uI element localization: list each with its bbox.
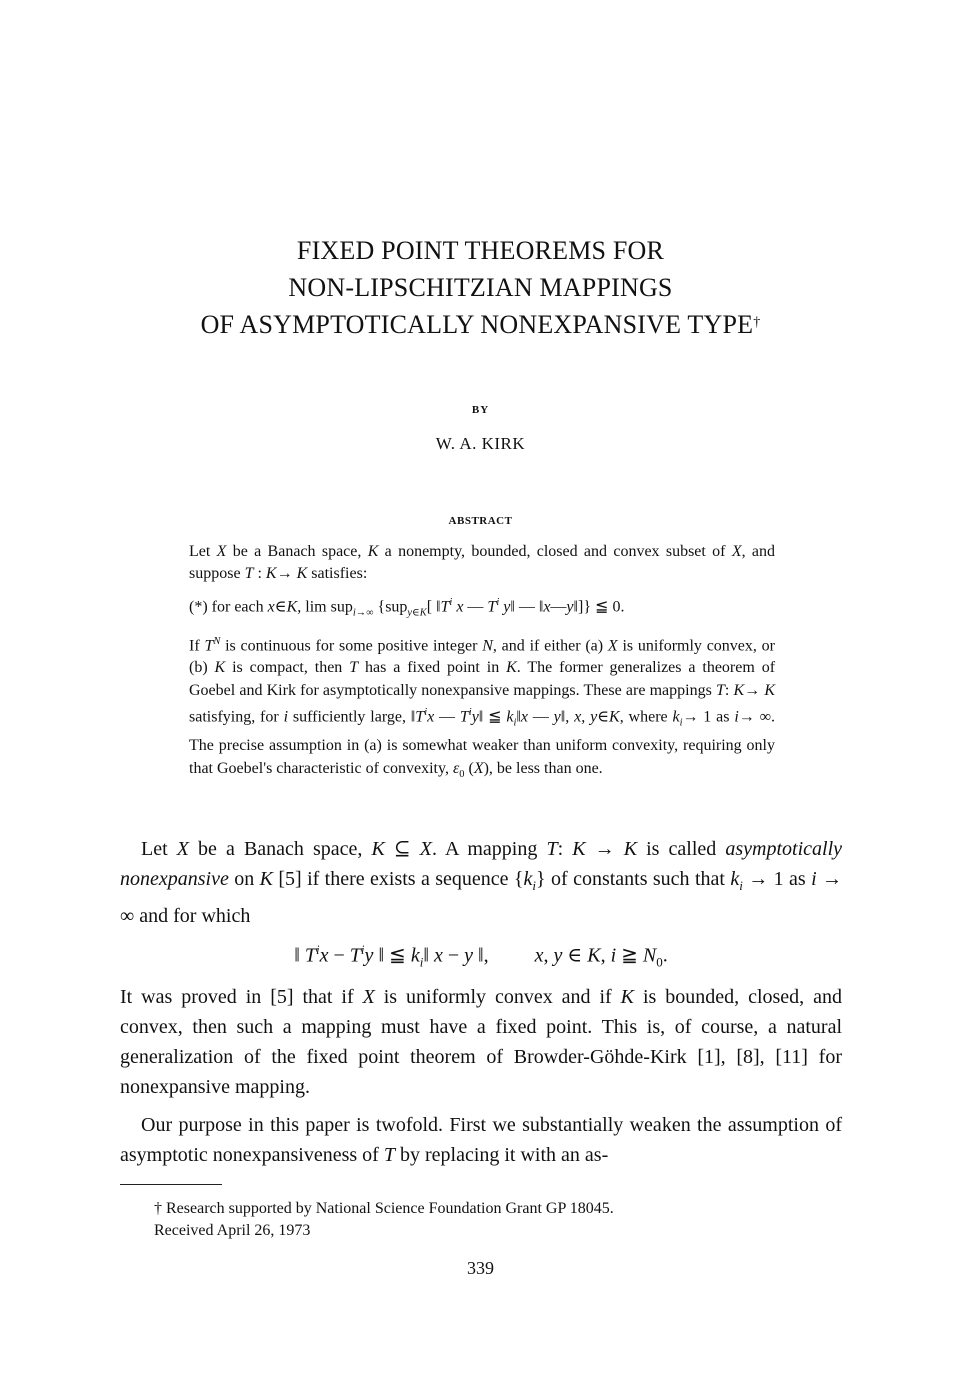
abstract-block	[189, 541, 775, 786]
title-line-3: OF ASYMPTOTICALLY NONEXPANSIVE TYPE	[200, 310, 754, 339]
author-name: W. A. KIRK	[435, 434, 526, 453]
body-text	[120, 834, 842, 1170]
page-number: 339	[467, 1258, 494, 1278]
abstract-condition: (*) for each x∈K, lim sup$_{i\to\infty}$ {sup$_{y\in K}$[ $‖T^i$ x — $T^i$ y‖ — ‖x—y‖]} ≦ 0.	[189, 596, 625, 619]
footnote	[154, 1198, 614, 1242]
paragraph-2: It was proved in [5] that if X is uniformly convex and if K is bounded, closed, and convex, then such a mapping must have a fixed point. This is, of course, a natural generalization of the fixed point theorem of Browder-Göhde-Kirk [1], [8], [11] for nonexpansive mapping.	[120, 985, 842, 1098]
abstract-intro: Let X be a Banach space, K a nonempty, bounded, closed and convex subset of X, and suppose T : K→ K satisfies:	[189, 543, 776, 583]
footnote-rule	[120, 1184, 222, 1185]
title-line-2: NON-LIPSCHITZIAN MAPPINGS	[288, 273, 673, 302]
paragraph-1: Let X be a Banach space, K ⊆ X. A mapping T: K → K is called asymptotically nonexpansive on K [5] if there exists a sequence $\{k_i\}$ of constants such that $k_i \to 1$ as i → ∞ and for which	[120, 838, 843, 927]
abstract-heading: ABSTRACT	[448, 515, 513, 527]
abstract-text: If $T^N$ is continuous for some positive integer N, and if either (a) X is uniformly convex, or (b) K is compact, then T has a fixed point in K. The former generalizes a theorem of Goebel and Kirk for asymptotically nonexpansive mappings. These are mappings T: K→ K satisfying, for i sufficiently large, $‖T^ix$ — $T^iy‖$ ≦ $k_i‖x$ — y‖, x, y∈K, where $k_i\to 1$ as i→ ∞. The precise assumption in (a) is somewhat weaker than uniform convexity, requiring only that Goebel's characteristic of convexity, $\varepsilon_0$ (X), be less than one.	[189, 635, 776, 780]
byline-by: BY	[471, 404, 490, 416]
display-equation: ‖ $T^ix - T^iy$ ‖ ≦ $k_i‖$ x − y ‖, x, y ∈ K, i ≧ $N_0$.	[294, 942, 668, 970]
title-line-1: FIXED POINT THEOREMS FOR	[296, 236, 665, 265]
footnote-grant: † Research supported by National Science Foundation Grant GP 18045.	[154, 1200, 614, 1217]
paper-title	[0, 232, 961, 343]
paragraph-3: Our purpose in this paper is twofold. First we substantially weaken the assumption of asymptotic nonexpansiveness of T by replacing it with an as-	[120, 1113, 842, 1166]
title-footnote-marker: †	[753, 315, 761, 330]
footnote-received: Received April 26, 1973	[154, 1222, 311, 1239]
